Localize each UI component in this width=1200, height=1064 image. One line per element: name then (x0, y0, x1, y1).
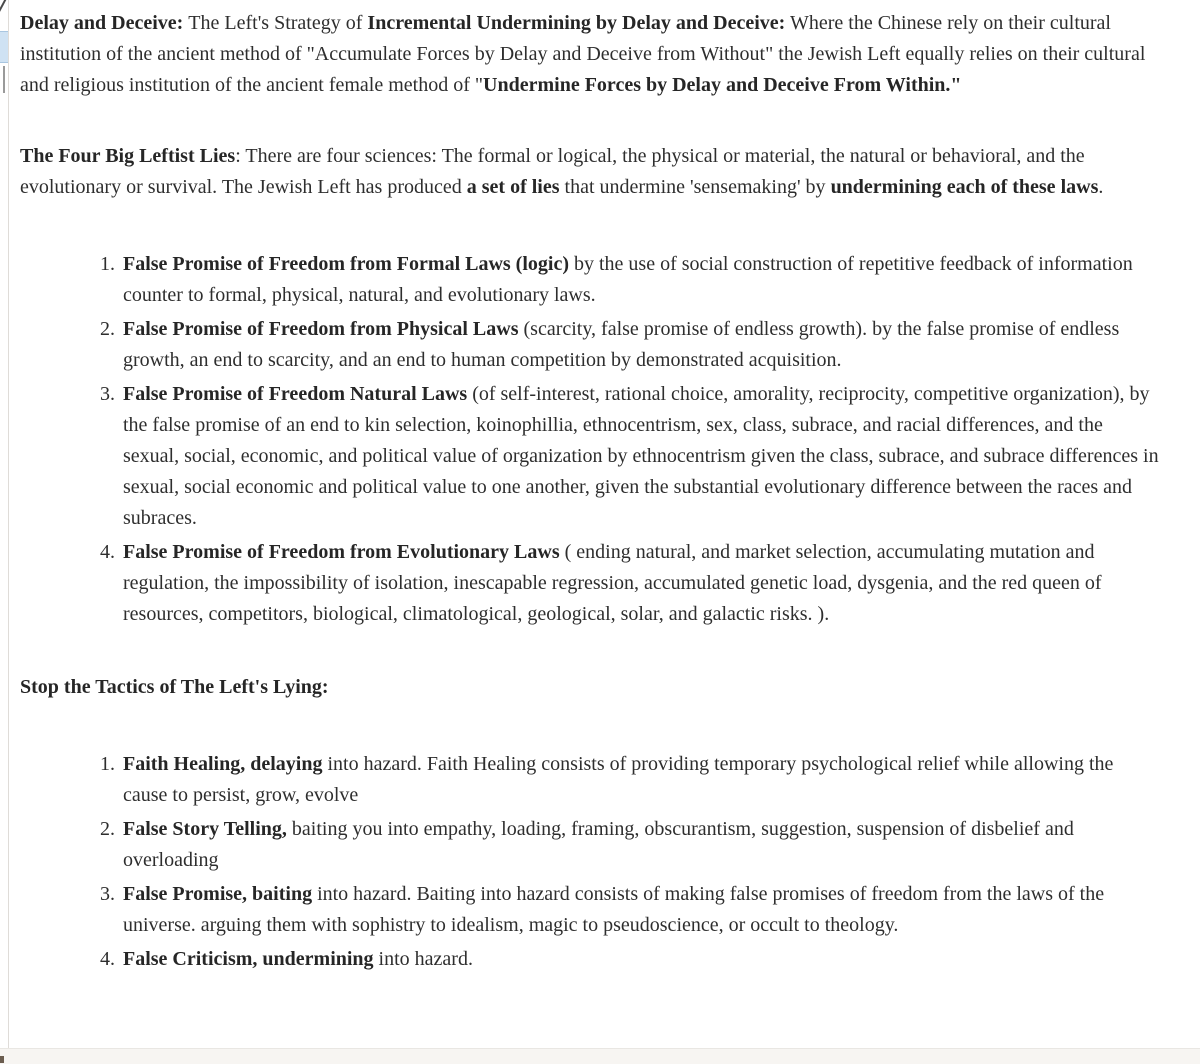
bold-text: False Story Telling, (123, 818, 287, 840)
list-item (120, 879, 1160, 941)
text: : There are four sciences: The formal or logical, the physical or material, the natural or behavioral, and the evolutionary or survival. The Jewish Left has produced (20, 145, 1085, 198)
list-item (120, 537, 1160, 630)
list-item (120, 314, 1160, 376)
bold-text: False Promise, baiting (123, 883, 313, 905)
text: baiting you into empathy, loading, framing, obscurantism, suggestion, suspension of disbelief and overloading (123, 818, 1074, 871)
list-item (120, 814, 1160, 876)
list-item (120, 944, 1160, 975)
bold-text: Undermine Forces by Delay and Deceive From Within." (483, 74, 962, 96)
bold-text: Faith Healing, delaying (123, 753, 323, 775)
text: into hazard. Baiting into hazard consists of making false promises of freedom from the laws of the universe. arguing them with sophistry to idealism, magic to pseudoscience, or occult to theology. (123, 883, 1105, 936)
bold-text: undermining each of these laws (830, 176, 1099, 198)
four-lies-paragraph (20, 141, 1160, 203)
corner-artifact (0, 1056, 4, 1063)
bold-text: Stop the Tactics of The Left's Lying: (20, 676, 329, 698)
bold-text: The Four Big Leftist Lies (20, 145, 236, 167)
list-item (120, 749, 1160, 811)
text: ( ending natural, and market selection, accumulating mutation and regulation, the impossibility of isolation, inescapable regression, accumulated genetic load, dysgenia, and the red queen of resources, competitors, biological, climatological, geological, solar, and galactic risks. ). (123, 541, 1102, 625)
list-item (120, 249, 1160, 311)
bold-text: False Promise of Freedom Natural Laws (123, 383, 468, 405)
bold-text: False Promise of Freedom from Physical Laws (123, 318, 519, 340)
left-window-edge (0, 0, 9, 1048)
scrollbar-fragment[interactable] (0, 31, 8, 63)
document-body (10, 0, 1200, 1048)
four-lies-list (20, 249, 1160, 630)
cursor-artifact-icon (0, 0, 7, 14)
bottom-bar (0, 1048, 1200, 1064)
text: Where the Chinese rely on their cultural institution of the ancient method of "Accumulate Forces by Delay and Deceive from Without" the Jewish Left equally relies on their cultural and religious institution of the ancient female method of " (20, 12, 1146, 96)
tactics-list (20, 749, 1160, 975)
text: (of self-interest, rational choice, amorality, reciprocity, competitive organization), by the false promise of an end to kin selection, koinophillia, ethnocentrism, sex, class, subrace, and racial differences, and the sexual, social, economic, and political value of organization by ethnocentrism given the class, subrace, and subrace differences in sexual, social economic and political value to one another, given the substantial evolutionary difference between the races and subraces. (123, 383, 1159, 529)
text: by the use of social construction of repetitive feedback of information counter to formal, physical, natural, and evolutionary laws. (123, 253, 1133, 306)
text: into hazard. (373, 948, 473, 970)
tactics-heading (20, 672, 1160, 703)
list-item (120, 379, 1160, 534)
bold-text: Delay and Deceive: (20, 12, 189, 34)
text: that undermine 'sensemaking' by (559, 176, 831, 198)
bold-text: False Promise of Freedom from Formal Laws (logic) (123, 253, 569, 275)
intro-paragraph (20, 8, 1160, 101)
bold-text: a set of lies (466, 176, 560, 198)
scrollbar-thumb-fragment[interactable] (3, 66, 5, 93)
bold-text: Incremental Undermining by Delay and Deceive: (367, 12, 786, 34)
text: . (1098, 176, 1104, 198)
text: (scarcity, false promise of endless growth). by the false promise of endless growth, an end to scarcity, and an end to human competition by demonstrated acquisition. (123, 318, 1120, 371)
bold-text: False Promise of Freedom from Evolutionary Laws (123, 541, 560, 563)
bold-text: False Criticism, undermining (123, 948, 374, 970)
text: into hazard. Faith Healing consists of providing temporary psychological relief while allowing the cause to persist, grow, evolve (123, 753, 1114, 806)
text: The Left's Strategy of (188, 12, 368, 34)
